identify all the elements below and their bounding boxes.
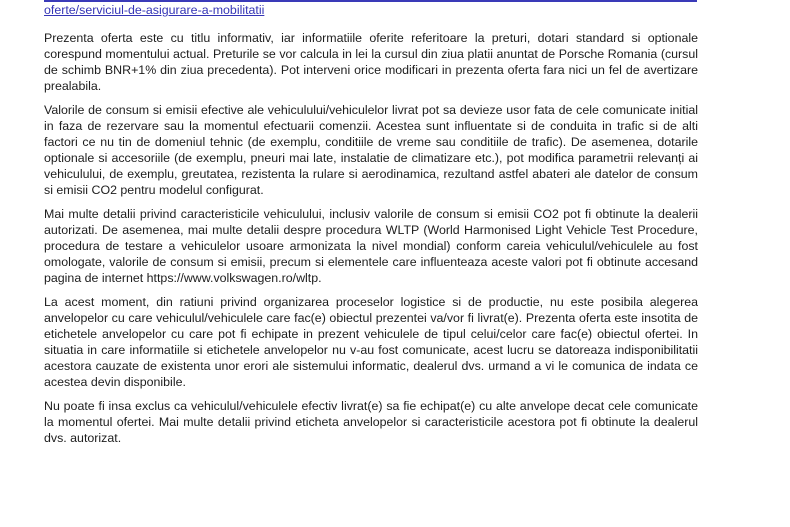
document-content xyxy=(44,2,698,454)
paragraph-consumption-emissions: Valorile de consum si emisii efective ale vehiculului/vehiculelor livrat pot sa devieze usor fata de cele comunicate initial in faza de rezervare sau la momentul efectuarii comenzii. Acestea sunt influentate si de conduita in trafic si de alti factori ce nu tin de domeniul tehnic (de exemplu, conditiile de vreme sau conditiile de trafic). De asemenea, dotarile optionale si accesoriile (de exemplu, pneuri mai late, instalatie de climatizare etc.), pot modifica parametrii relevanți ai vehiculului, de exemplu, greutatea, rezistenta la rulare si aerodinamica, rezultand astfel abateri ale datelor de consum si emisii CO2 pentru modelul configurat. xyxy=(44,103,698,197)
paragraph-offer-disclaimer: Prezenta oferta este cu titlu informativ, iar informatiile oferite referitoare la preturi, dotari standard si optionale corespund momentului actual. Preturile se vor calcula in lei la cursul din ziua platii anuntat de Porsche Romania (cursul de schimb BNR+1% din ziua precedenta). Pot interveni orice modificari in prezenta oferta fara nici un fel de avertizare prealabila. xyxy=(44,31,698,93)
paragraph-tyre-substitution: Nu poate fi insa exclus ca vehiculul/vehiculele efectiv livrat(e) sa fie echipat(e) cu alte anvelope decat cele comunicate la momentul ofertei. Mai multe detalii privind eticheta anvelopelor si caracteristicile acestora pot fi obtinute la dealerul dvs. autorizat. xyxy=(44,399,698,445)
mobility-service-link[interactable]: oferte/serviciul-de-asigurare-a-mobilitatii xyxy=(44,3,265,17)
paragraph-tyre-labels: La acest moment, din ratiuni privind organizarea proceselor logistice si de productie, nu este posibila alegerea anvelopelor cu care vehiculul/vehiculele care fac(e) obiectul prezentei va/vor fi livrat(e). Prezenta oferta este insotita de etichetele anvelopelor cu care pot fi echipate in prezent vehiculele de tipul celui/celor care fac(e) obiectul ofertei. In situatia in care informatiile si etichetele anvelopelor nu v-au fost comunicate, acest lucru se datoreaza indisponibilitatii acestora cauzate de existenta unor erori ale sistemului informatic, dealerul dvs. urmand a vi le comunica de indata ce acestea devin disponibile. xyxy=(44,295,698,389)
link-line xyxy=(44,2,698,18)
paragraph-wltp-details: Mai multe detalii privind caracteristicile vehiculului, inclusiv valorile de consum si emisii CO2 pot fi obtinute la dealerii autorizati. De asemenea, mai multe detalii despre procedura WLTP (World Harmonised Light Vehicle Test Procedure, procedura de testare a vehiculelor usoare armonizata la nivel mondial) conform careia vehiculul/vehiculele au fost omologate, valorile de consum si emisii, precum si elementele care influenteaza aceste valori pot fi obtinute accesand pagina de internet https://www.volkswagen.ro/wltp. xyxy=(44,207,698,285)
